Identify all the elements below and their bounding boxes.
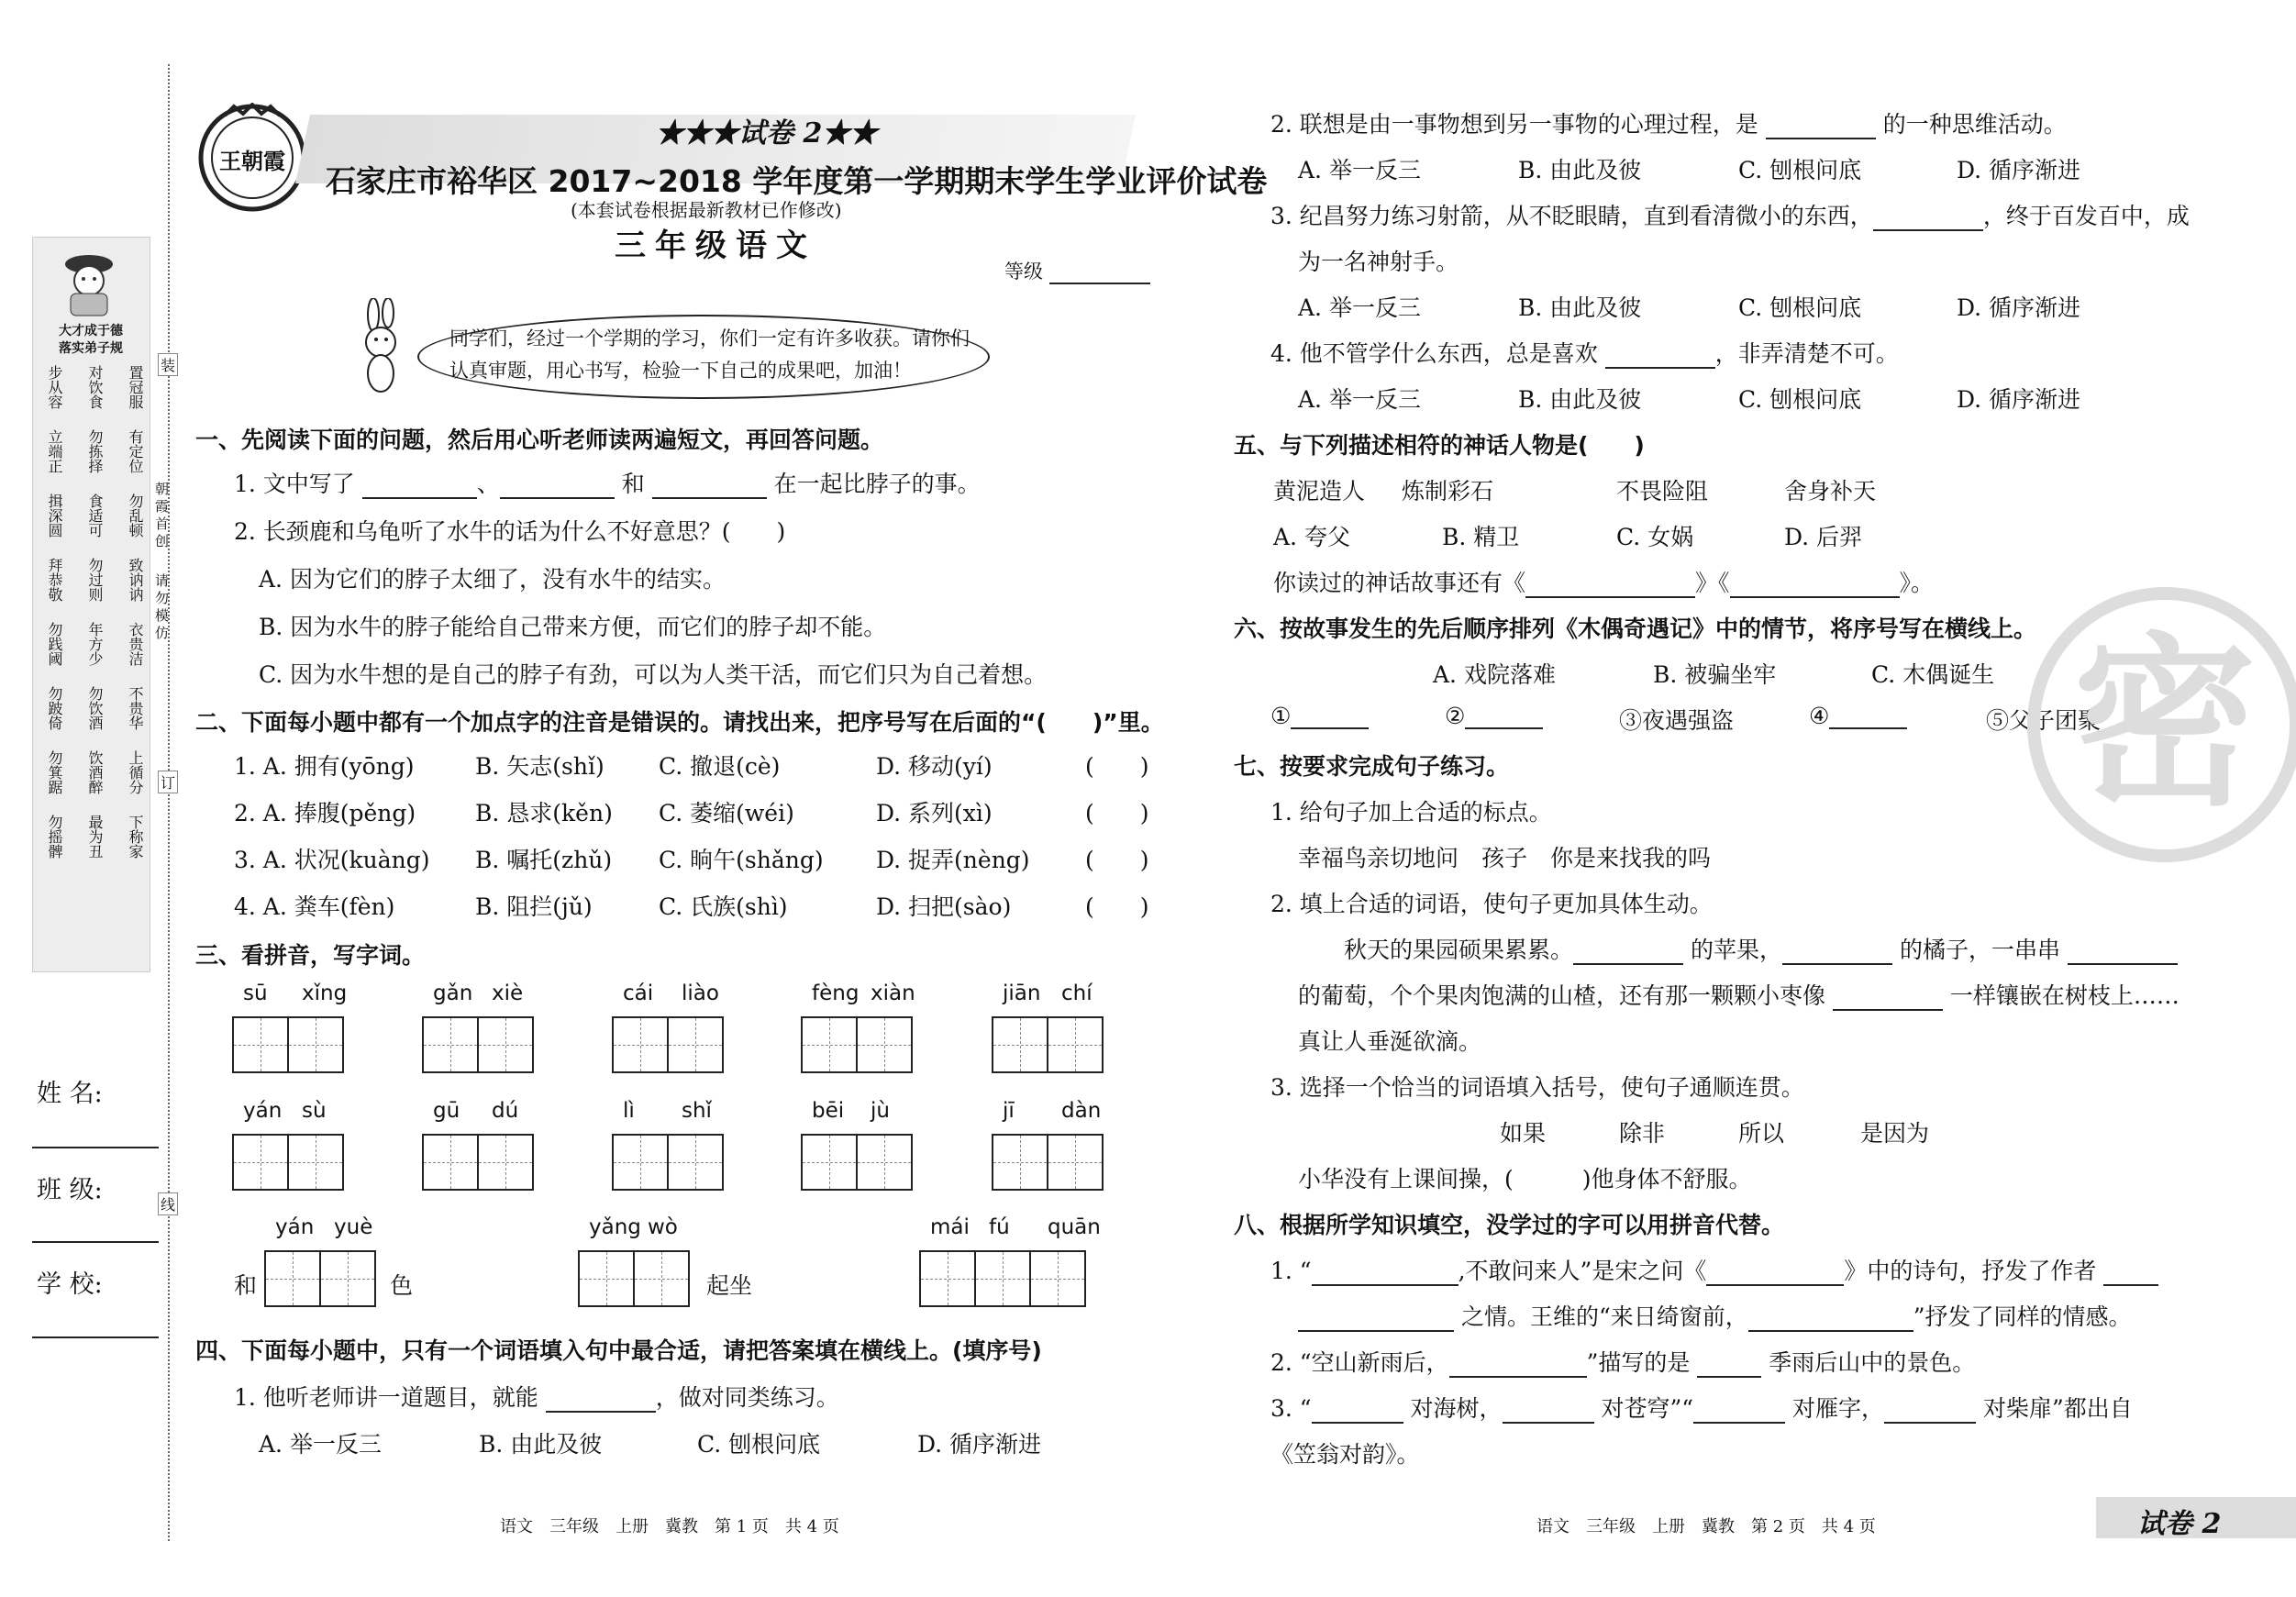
pinyin-label: quān bbox=[1048, 1215, 1101, 1239]
rule-phrase: 拜恭敬 bbox=[46, 558, 63, 602]
grid-cell[interactable] bbox=[992, 1134, 1048, 1191]
s4-q3 bbox=[1270, 198, 2190, 231]
text: 季雨后山中的景色。 bbox=[1769, 1349, 1976, 1376]
grid-cell[interactable] bbox=[422, 1016, 479, 1073]
grade-label: 等级 bbox=[1004, 261, 1043, 283]
s4-option: C. 刨根问底 bbox=[1738, 386, 1862, 413]
grid-suffix: 色 bbox=[390, 1272, 414, 1299]
pinyin-label: xǐng bbox=[302, 981, 348, 1005]
text: 4. 他不管学什么东西，总是喜欢 bbox=[1270, 340, 1598, 367]
text: 3. “ bbox=[1270, 1395, 1312, 1422]
class-line[interactable] bbox=[32, 1241, 159, 1243]
pinyin-option: 4. A. 粪车(fèn) bbox=[234, 893, 395, 920]
answer-blank[interactable] bbox=[500, 477, 615, 499]
section-6-title: 六、按故事发生的先后顺序排列《木偶奇遇记》中的情节，将序号写在横线上。 bbox=[1234, 616, 2037, 642]
pinyin-label: gū bbox=[433, 1099, 460, 1123]
s4-option: D. 循序渐进 bbox=[1957, 294, 2081, 321]
pinyin-option: B. 矢志(shǐ) bbox=[475, 753, 605, 780]
rule-phrase: 揖深圆 bbox=[46, 494, 63, 538]
text: ”抒发了同样的情感。 bbox=[1913, 1303, 2132, 1330]
s1-option: C. 因为水牛想的是自己的脖子有劲，可以为人类干活，而它们只为自己着想。 bbox=[259, 661, 1048, 688]
text: 对雁字， bbox=[1792, 1395, 1885, 1422]
writing-grid[interactable] bbox=[992, 1134, 1102, 1191]
grid-cell[interactable] bbox=[667, 1016, 724, 1073]
seal-char: 装 bbox=[158, 353, 178, 376]
series-label: ★★★试卷 2★★ bbox=[656, 117, 878, 150]
s7-q2-c: 真让人垂涎欲滴。 bbox=[1298, 1028, 1482, 1055]
answer-blank[interactable] bbox=[1782, 943, 1892, 965]
answer-blank[interactable] bbox=[1706, 1264, 1844, 1286]
rule-phrase: 勿箕踞 bbox=[46, 750, 63, 794]
vertical-note: 请勿模仿 bbox=[153, 573, 170, 643]
pinyin-option: B. 恳求(kěn) bbox=[475, 800, 613, 826]
pinyin-label: yǎng bbox=[589, 1215, 641, 1239]
rule-phrase: 衣贵洁 bbox=[127, 622, 144, 666]
section-5-title: 五、与下列描述相符的神话人物是( ) bbox=[1234, 432, 1645, 459]
pinyin-label: sù bbox=[302, 1099, 327, 1123]
grid-cell[interactable] bbox=[1029, 1250, 1086, 1307]
answer-blank[interactable] bbox=[1525, 576, 1695, 598]
s4-option: A. 举一反三 bbox=[259, 1431, 382, 1458]
conj-word: 是因为 bbox=[1860, 1120, 1930, 1147]
text: 对苍穹”“ bbox=[1601, 1395, 1694, 1422]
section-4-title: 四、下面每小题中，只有一个词语填入句中最合适，请把答案填在横线上。(填序号) bbox=[195, 1337, 1042, 1364]
text: ”描写的是 bbox=[1586, 1349, 1691, 1376]
answer-blank[interactable] bbox=[1605, 347, 1715, 369]
pinyin-option: 2. A. 捧腹(pěng) bbox=[234, 800, 416, 826]
footer-left: 语文 三年级 上册 冀教 第 1 页 共 4 页 bbox=[500, 1517, 839, 1536]
text: ④ bbox=[1809, 703, 1830, 729]
rule-phrase: 步从容 bbox=[46, 365, 63, 409]
answer-blank[interactable] bbox=[1449, 1356, 1587, 1378]
rule-phrase: 勿摇髀 bbox=[46, 815, 63, 859]
pinyin-label: jī bbox=[1003, 1099, 1015, 1123]
rule-phrase: 致讷讷 bbox=[127, 558, 144, 602]
rule-phrase: 勿拣择 bbox=[86, 429, 104, 473]
text: 在一起比脖子的事。 bbox=[773, 471, 981, 497]
text: 的苹果， bbox=[1690, 937, 1782, 963]
grid-cell[interactable] bbox=[919, 1250, 976, 1307]
s8-q3-a bbox=[1270, 1391, 2133, 1424]
answer-blank[interactable] bbox=[1873, 209, 1983, 231]
text: 2. 联想是由一事物想到另一事物的心理过程，是 bbox=[1270, 111, 1758, 138]
pinyin-label: dàn bbox=[1061, 1099, 1102, 1123]
s1-q2: 2. 长颈鹿和乌龟听了水牛的话为什么不好意思？( ) bbox=[234, 518, 786, 545]
dizigui-rules bbox=[44, 365, 145, 879]
s4-option: A. 举一反三 bbox=[1298, 294, 1421, 321]
answer-blank[interactable] bbox=[1829, 707, 1907, 729]
subject-title: 三年级语文 bbox=[615, 227, 816, 264]
rule-phrase: 不贵华 bbox=[127, 686, 144, 730]
pinyin-option: D. 扫把(sào) bbox=[876, 893, 1012, 920]
text: 》。 bbox=[1899, 570, 1935, 596]
rule-phrase: 勿跛倚 bbox=[46, 686, 63, 730]
pinyin-option: 1. A. 拥有(yōng) bbox=[234, 753, 415, 780]
conj-word: 所以 bbox=[1738, 1120, 1785, 1147]
footer-right: 语文 三年级 上册 冀教 第 2 页 共 4 页 bbox=[1536, 1517, 1876, 1536]
rule-phrase: 立端正 bbox=[46, 429, 63, 473]
rabbit-mascot bbox=[353, 298, 408, 399]
s4-option: A. 举一反三 bbox=[1298, 157, 1421, 183]
pinyin-label: wò bbox=[648, 1215, 678, 1239]
grid-cell[interactable] bbox=[612, 1016, 669, 1073]
answer-blank[interactable] bbox=[1730, 576, 1900, 598]
s7-q1: 1. 给句子加上合适的标点。 bbox=[1270, 799, 1552, 826]
answer-blank[interactable] bbox=[362, 477, 477, 499]
pinyin-label: lì bbox=[623, 1099, 635, 1123]
answer-blank[interactable] bbox=[2103, 1264, 2158, 1286]
text: 1. 文中写了 bbox=[234, 471, 355, 497]
section-3-title: 三、看拼音，写字词。 bbox=[195, 942, 426, 969]
writing-grid[interactable] bbox=[232, 1016, 342, 1073]
writing-grid[interactable] bbox=[232, 1134, 342, 1191]
text: 你读过的神话故事还有《 bbox=[1273, 570, 1526, 596]
writing-grid[interactable] bbox=[422, 1016, 532, 1073]
writing-grid[interactable] bbox=[801, 1016, 911, 1073]
s1-q1 bbox=[234, 466, 981, 499]
s4-q3-cont: 为一名神射手。 bbox=[1298, 249, 1459, 275]
grade-field bbox=[1004, 257, 1150, 284]
grid-cell[interactable] bbox=[287, 1134, 344, 1191]
text: 的葡萄，个个果肉饱满的山楂，还有那一颗颗小枣像 bbox=[1298, 982, 1826, 1009]
grid-cell[interactable] bbox=[232, 1134, 289, 1191]
grid-cell[interactable] bbox=[287, 1016, 344, 1073]
text: ,不敢问来人”是宋之问《 bbox=[1458, 1258, 1707, 1284]
text: 3. 纪昌努力练习射箭，从不眨眼睛，直到看清微小的东西， bbox=[1270, 203, 1873, 229]
pinyin-label: sū bbox=[243, 981, 268, 1005]
grid-cell[interactable] bbox=[633, 1250, 690, 1307]
answer-blank[interactable] bbox=[1884, 1402, 1976, 1424]
text: 》《 bbox=[1695, 570, 1730, 596]
grid-cell[interactable] bbox=[422, 1134, 479, 1191]
name-line[interactable] bbox=[32, 1147, 159, 1148]
section-7-title: 七、按要求完成句子练习。 bbox=[1234, 753, 1510, 780]
pinyin-label: fèng bbox=[812, 981, 860, 1005]
conj-word: 除非 bbox=[1619, 1120, 1666, 1147]
section-8-title: 八、根据所学知识填空，没学过的字可以用拼音代替。 bbox=[1234, 1212, 1785, 1238]
writing-grid[interactable] bbox=[919, 1250, 1084, 1307]
plot-seq: ③夜遇强盗 bbox=[1619, 707, 1735, 734]
pinyin-label: chí bbox=[1061, 981, 1093, 1005]
s7-q2: 2. 填上合适的词语，使句子更加具体生动。 bbox=[1270, 891, 1713, 917]
pinyin-label: fú bbox=[989, 1215, 1010, 1239]
answer-paren[interactable]: ( ) bbox=[1085, 893, 1149, 920]
grid-cell[interactable] bbox=[1047, 1134, 1104, 1191]
text: 一样镶嵌在树枝上…… bbox=[1949, 982, 2180, 1009]
grid-cell[interactable] bbox=[477, 1016, 534, 1073]
answer-blank[interactable] bbox=[1573, 943, 1683, 965]
pinyin-option: D. 移动(yí) bbox=[876, 753, 993, 780]
section-2-title: 二、下面每小题中都有一个加点字的注音是错误的。请找出来，把序号写在后面的“( )”里。 bbox=[195, 709, 1164, 736]
grid-cell[interactable] bbox=[856, 1134, 913, 1191]
s4-option: D. 循序渐进 bbox=[1957, 157, 2081, 183]
rule-phrase: 最为丑 bbox=[86, 815, 104, 859]
plot-option: B. 被骗坐牢 bbox=[1653, 661, 1777, 688]
s4-option: B. 由此及彼 bbox=[1518, 386, 1642, 413]
pinyin-label: xiè bbox=[492, 981, 524, 1005]
s4-option: B. 由此及彼 bbox=[1518, 157, 1642, 183]
grid-cell[interactable] bbox=[856, 1016, 913, 1073]
answer-blank[interactable] bbox=[1766, 117, 1876, 139]
exam-note: (本套试卷根据最新教材已作修改) bbox=[571, 199, 842, 221]
text: 对海树， bbox=[1410, 1395, 1503, 1422]
writing-grid[interactable] bbox=[264, 1250, 374, 1307]
pinyin-option: B. 嘱托(zhǔ) bbox=[475, 847, 613, 873]
text: 秋天的果园硕果累累。 bbox=[1344, 937, 1574, 963]
text: 、 bbox=[476, 471, 500, 497]
text: ② bbox=[1445, 703, 1466, 729]
rule-phrase: 勿过则 bbox=[86, 558, 104, 602]
school-label: 学 校: bbox=[37, 1270, 103, 1299]
rule-phrase: 饮酒醉 bbox=[86, 750, 104, 794]
plot-option: A. 戏院落难 bbox=[1433, 661, 1556, 688]
answer-blank[interactable] bbox=[1833, 989, 1943, 1011]
vertical-note: 朝霞首创 bbox=[153, 482, 170, 551]
grid-cell[interactable] bbox=[974, 1250, 1031, 1307]
grid-cell[interactable] bbox=[801, 1134, 858, 1191]
answer-blank[interactable] bbox=[1503, 1402, 1594, 1424]
pinyin-label: mái bbox=[930, 1215, 970, 1239]
answer-blank[interactable] bbox=[2068, 943, 2178, 965]
writing-grid[interactable] bbox=[578, 1250, 688, 1307]
exam-title: 石家庄市裕华区 2017~2018 学年度第一学期期末学生学业评价试卷 bbox=[326, 163, 1268, 199]
text: ，非弄清楚不可。 bbox=[1714, 340, 1899, 367]
myth-desc: 黄泥造人 bbox=[1273, 478, 1366, 505]
pinyin-label: cái bbox=[623, 981, 654, 1005]
myth-option: C. 女娲 bbox=[1616, 524, 1694, 550]
s4-q4 bbox=[1270, 336, 1899, 369]
pinyin-label: yuè bbox=[334, 1215, 373, 1239]
grid-cell[interactable] bbox=[667, 1134, 724, 1191]
rule-phrase: 对饮食 bbox=[86, 365, 104, 409]
grid-prefix: 和 bbox=[234, 1272, 258, 1299]
s1-option: A. 因为它们的脖子太细了，没有水牛的结实。 bbox=[259, 566, 726, 593]
grid-cell[interactable] bbox=[264, 1250, 321, 1307]
plot-seq: ⑤父子团聚 bbox=[1986, 707, 2102, 734]
rule-phrase: 有定位 bbox=[127, 429, 144, 473]
s7-q2-b bbox=[1298, 978, 2180, 1011]
greeting-text: 同学们，经过一个学期的学习，你们一定有许多收获。请你们认真审题，用心书写，检验一下自己的成果吧，加油！ bbox=[449, 327, 970, 382]
grid-cell[interactable] bbox=[319, 1250, 376, 1307]
pinyin-label: dú bbox=[492, 1099, 519, 1123]
rule-phrase: 下称家 bbox=[127, 815, 144, 859]
s7-q1-sentence: 幸福鸟亲切地问 孩子 你是来找我的吗 bbox=[1298, 845, 1712, 871]
pinyin-label: jù bbox=[871, 1099, 890, 1123]
pinyin-label: bēi bbox=[812, 1099, 845, 1123]
seal-char: 订 bbox=[158, 771, 178, 793]
corner-label: 试卷 2 bbox=[2137, 1508, 2222, 1540]
series-text: 试卷 2 bbox=[738, 117, 823, 150]
s5-q bbox=[1273, 565, 1934, 598]
s7-q3: 3. 选择一个恰当的词语填入括号，使句子通顺连贯。 bbox=[1270, 1074, 1804, 1101]
answer-blank[interactable] bbox=[1312, 1402, 1403, 1424]
s8-q3-b: 《笠翁对韵》。 bbox=[1270, 1441, 1420, 1468]
text: 1. 他听老师讲一道题目，就能 bbox=[234, 1384, 538, 1411]
grid-cell[interactable] bbox=[1047, 1016, 1104, 1073]
pinyin-option: C. 撤退(cè) bbox=[659, 753, 781, 780]
answer-blank[interactable] bbox=[1693, 1402, 1785, 1424]
logo-text: 王朝霞 bbox=[219, 148, 285, 174]
pinyin-option: B. 阻拦(jǔ) bbox=[475, 893, 593, 920]
rule-phrase: 置冠服 bbox=[127, 365, 144, 409]
pinyin-label: gǎn bbox=[433, 981, 473, 1005]
scholar-illustration bbox=[50, 246, 128, 319]
s7-q3-sentence: 小华没有上课间操，( )他身体不舒服。 bbox=[1298, 1166, 1752, 1192]
s4-option: C. 刨根问底 bbox=[1738, 294, 1862, 321]
rule-phrase: 年方少 bbox=[86, 622, 104, 666]
plot-option: C. 木偶诞生 bbox=[1871, 661, 1995, 688]
brand-logo bbox=[197, 103, 307, 213]
grid-cell[interactable] bbox=[578, 1250, 635, 1307]
pinyin-option: C. 晌午(shǎng) bbox=[659, 847, 824, 873]
s4-option: A. 举一反三 bbox=[1298, 386, 1421, 413]
answer-paren[interactable]: ( ) bbox=[1085, 753, 1149, 780]
plot-seq bbox=[1445, 703, 1543, 729]
s8-q2 bbox=[1270, 1345, 1975, 1378]
pinyin-label: xiàn bbox=[871, 981, 915, 1005]
rule-phrase: 勿践阈 bbox=[46, 622, 63, 666]
plot-seq bbox=[1270, 703, 1369, 729]
sidebar-motto bbox=[37, 323, 145, 358]
grid-suffix: 起坐 bbox=[706, 1272, 753, 1299]
pinyin-option: C. 氏族(shì) bbox=[659, 893, 788, 920]
writing-grid[interactable] bbox=[801, 1134, 911, 1191]
answer-blank[interactable] bbox=[1697, 1356, 1761, 1378]
text: 》中的诗句，抒发了作者 bbox=[1844, 1258, 2097, 1284]
s8-q1-a bbox=[1270, 1253, 2158, 1286]
pinyin-label: yán bbox=[243, 1099, 283, 1123]
answer-blank[interactable] bbox=[652, 477, 767, 499]
section-1-title: 一、先阅读下面的问题，然后用心听老师读两遍短文，再回答问题。 bbox=[195, 427, 884, 453]
writing-grid[interactable] bbox=[422, 1134, 532, 1191]
text: 和 bbox=[621, 471, 645, 497]
answer-blank[interactable] bbox=[1465, 707, 1543, 729]
myth-desc: 炼制彩石 bbox=[1402, 478, 1494, 505]
pinyin-option: D. 捉弄(nèng) bbox=[876, 847, 1030, 873]
confidential-stamp bbox=[2027, 587, 2296, 862]
rule-phrase: 勿饮酒 bbox=[86, 686, 104, 730]
myth-desc: 不畏险阻 bbox=[1616, 478, 1709, 505]
seal-char: 线 bbox=[158, 1192, 178, 1215]
myth-option: A. 夸父 bbox=[1273, 524, 1350, 550]
plot-seq bbox=[1809, 703, 1907, 729]
pinyin-label: yán bbox=[275, 1215, 315, 1239]
rule-phrase: 勿乱顿 bbox=[127, 494, 144, 538]
myth-option: B. 精卫 bbox=[1442, 524, 1520, 550]
grid-cell[interactable] bbox=[232, 1016, 289, 1073]
stamp-char: 密 bbox=[2072, 616, 2257, 831]
text: 1. “ bbox=[1270, 1258, 1312, 1284]
answer-blank[interactable] bbox=[1748, 1310, 1913, 1332]
class-label: 班 级: bbox=[37, 1176, 103, 1204]
answer-blank[interactable] bbox=[546, 1391, 656, 1413]
writing-grid[interactable] bbox=[612, 1016, 722, 1073]
motto-line: 落实弟子规 bbox=[59, 341, 123, 356]
grade-blank[interactable] bbox=[1049, 262, 1150, 284]
answer-paren[interactable]: ( ) bbox=[1085, 847, 1149, 873]
pinyin-label: shǐ bbox=[682, 1099, 712, 1123]
text: 2. “空山新雨后， bbox=[1270, 1349, 1449, 1376]
answer-paren[interactable]: ( ) bbox=[1085, 800, 1149, 826]
motto-line: 大才成于德 bbox=[59, 324, 123, 338]
pinyin-option: 3. A. 状况(kuàng) bbox=[234, 847, 430, 873]
grid-cell[interactable] bbox=[801, 1016, 858, 1073]
s4-option: C. 刨根问底 bbox=[697, 1431, 821, 1458]
s7-q2-a bbox=[1344, 932, 2178, 965]
grid-cell[interactable] bbox=[612, 1134, 669, 1191]
answer-blank[interactable] bbox=[1298, 1310, 1454, 1332]
rule-phrase: 食适可 bbox=[86, 494, 104, 538]
pinyin-option: D. 系列(xì) bbox=[876, 800, 993, 826]
pinyin-option: C. 萎缩(wéi) bbox=[659, 800, 794, 826]
grid-cell[interactable] bbox=[992, 1016, 1048, 1073]
s4-option: B. 由此及彼 bbox=[479, 1431, 603, 1458]
s4-option: D. 循序渐进 bbox=[917, 1431, 1042, 1458]
text: ，终于百发百中，成 bbox=[1982, 203, 2190, 229]
text: 对柴扉”都出自 bbox=[1983, 1395, 2133, 1422]
s1-option: B. 因为水牛的脖子能给自己带来方便，而它们的脖子却不能。 bbox=[259, 614, 887, 640]
grid-cell[interactable] bbox=[477, 1134, 534, 1191]
conj-word: 如果 bbox=[1500, 1120, 1547, 1147]
s4-q2 bbox=[1270, 106, 2067, 139]
margin-dotted-line bbox=[168, 64, 170, 1541]
text: 的一种思维活动。 bbox=[1882, 111, 2067, 138]
s4-option: D. 循序渐进 bbox=[1957, 386, 2081, 413]
name-label: 姓 名: bbox=[37, 1080, 103, 1108]
s8-q1-b bbox=[1298, 1299, 2132, 1332]
myth-option: D. 后羿 bbox=[1784, 524, 1863, 550]
pinyin-label: liào bbox=[682, 981, 719, 1005]
writing-grid[interactable] bbox=[612, 1134, 722, 1191]
pinyin-label: jiān bbox=[1003, 981, 1041, 1005]
answer-blank[interactable] bbox=[1291, 707, 1369, 729]
school-line[interactable] bbox=[32, 1336, 159, 1338]
text: 之情。王维的“来日绮窗前， bbox=[1460, 1303, 1748, 1330]
answer-blank[interactable] bbox=[1312, 1264, 1459, 1286]
s4-option: B. 由此及彼 bbox=[1518, 294, 1642, 321]
text: ，做对同类练习。 bbox=[655, 1384, 839, 1411]
myth-desc: 舍身补天 bbox=[1784, 478, 1877, 505]
s4-q1 bbox=[234, 1380, 839, 1413]
text: ① bbox=[1270, 703, 1292, 729]
s4-option: C. 刨根问底 bbox=[1738, 157, 1862, 183]
writing-grid[interactable] bbox=[992, 1016, 1102, 1073]
rule-phrase: 上循分 bbox=[127, 750, 144, 794]
text: 的橘子，一串串 bbox=[1899, 937, 2060, 963]
